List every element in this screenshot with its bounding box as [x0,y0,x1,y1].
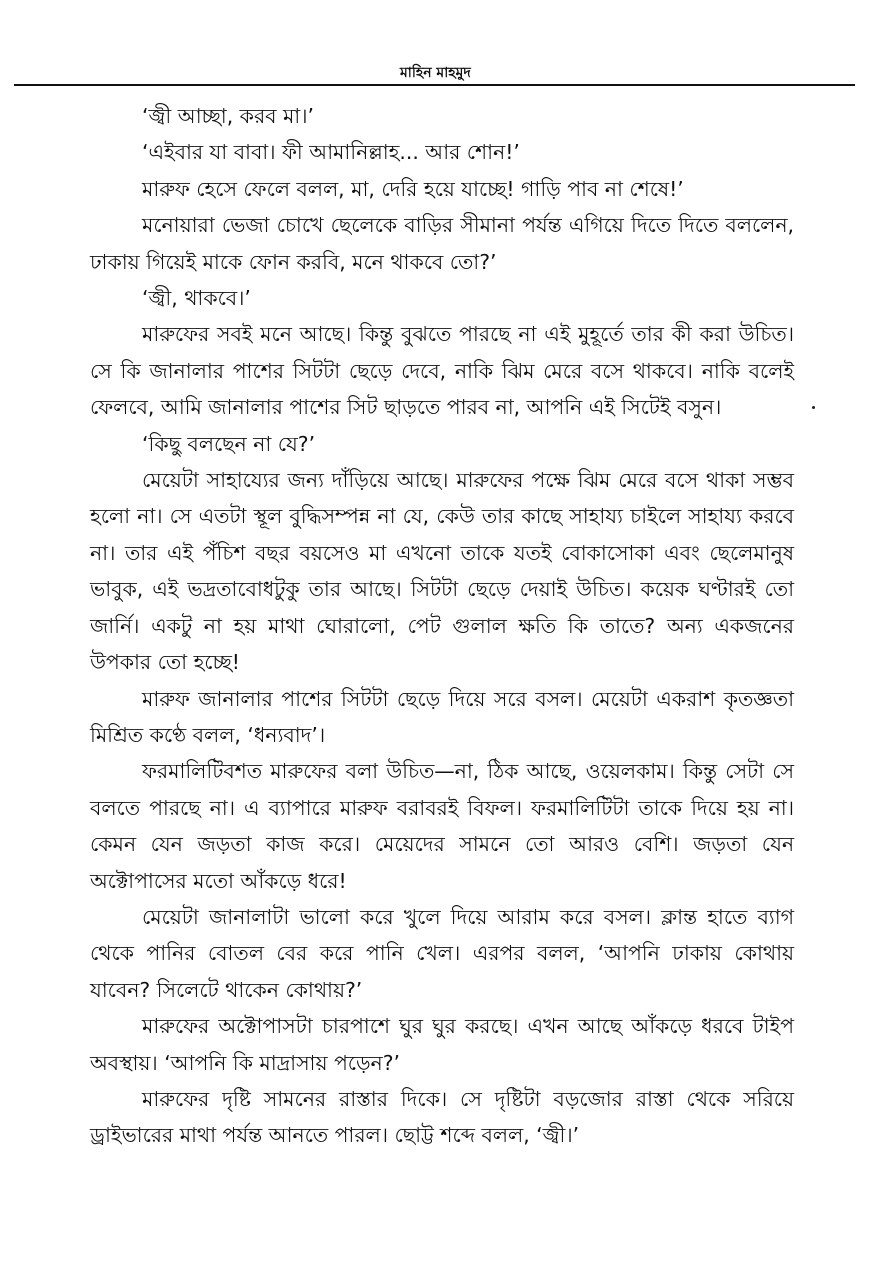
paragraph: মেয়েটা জানালাটা ভালো করে খুলে দিয়ে আরাম করে বসল। ক্লান্ত হাতে ব্যাগ থেকে পানির বোতল বের করে পানি খেল। এরপর বলল, ‘আপনি ঢাকায় কোথায় যাবেন? সিলেটে থাকেন কোথায়?’ [90,904,794,1002]
paragraph: মারুফের সবই মনে আছে। কিন্তু বুঝতে পারছে না এই মুহূর্তে তার কী করা উচিত। সে কি জানালার পাশের সিটটা ছেড়ে দেবে, নাকি ঝিম মেরে বসে থাকবে। নাকি বলেই ফেলবে, আমি জানালার পাশের সিট ছাড়তে পারব না, আপনি এই সিটেই বসুন। [90,322,794,420]
paragraph: মারুফ জানালার পাশের সিটটা ছেড়ে দিয়ে সরে বসল। মেয়েটা একরাশ কৃতজ্ঞতা মিশ্রিত কণ্ঠে বলল, ‘ধন্যবাদ’। [90,686,794,747]
paragraph: ‘জ্বী, থাকবে।’ [142,286,251,311]
running-header [0,61,869,83]
paragraph: ‘জ্বী আচ্ছা, করব মা।’ [142,104,314,128]
paragraph: ফরমালিটিবশত মারুফের বলা উচিত—না, ঠিক আছে, ওয়েলকাম। কিন্তু সেটা সে বলতে পারছে না। এ ব্যাপারে মারুফ বরাবরই বিফল। ফরমালিটিটা তাকে দিয়ে হয় না। কেমন যেন জড়তা কাজ করে। মেয়েদের সামনে তো আরও বেশি। জড়তা যেন অক্টোপাসের মতো আঁকড়ে ধরে! [90,759,794,893]
paragraph: ‘কিছু বলছেন না যে?’ [142,431,316,456]
scan-speck [812,406,815,409]
paragraph: ‘এইবার যা বাবা। ফী আমানিল্লাহ... আর শোন!’ [142,140,520,165]
paragraph: মেয়েটা সাহায্যের জন্য দাঁড়িয়ে আছে। মারুফের পক্ষে ঝিম মেরে বসে থাকা সম্ভব হলো না। সে এতটা স্থূল বুদ্ধিসম্পন্ন না যে, কেউ তার কাছে সাহায্য চাইলে সাহায্য করবে না। তার এই পঁচিশ বছর বয়সেও মা এখনো তাকে যতই বোকাসোকা এবং ছেলেমানুষ ভাবুক, এই ভদ্রতাবোধটুকু তার আছে। সিটটা ছেড়ে দেয়াই উচিত। কয়েক ঘণ্টারই তো জার্নি। একটু না হয় মাথা ঘোরালো, পেট গুলাল ক্ষতি কি তাতে? অন্য একজনের উপকার তো হচ্ছে! [90,468,794,675]
header-rule [14,84,855,86]
paragraph: মনোয়ারা ভেজা চোখে ছেলেকে বাড়ির সীমানা পর্যন্ত এগিয়ে দিতে দিতে বললেন, ঢাকায় গিয়েই মাকে ফোন করবি, মনে থাকবে তো?’ [90,213,794,274]
paragraph: মারুফের অক্টোপাসটা চারপাশে ঘুর ঘুর করছে। এখন আছে আঁকড়ে ধরবে টাইপ অবস্থায়। ‘আপনি কি মাদ্রাসায় পড়েন?’ [90,1014,794,1075]
paragraph: মারুফ হেসে ফেলে বলল, মা, দেরি হয়ে যাচ্ছে! গাড়ি পাব না শেষে!’ [142,176,684,201]
paragraph: মারুফের দৃষ্টি সামনের রাস্তার দিকে। সে দৃষ্টিটা বড়জোর রাস্তা থেকে সরিয়ে ড্রাইভারের মাথা পর্যন্ত আনতে পারল। ছোট্ট শব্দে বলল, ‘জ্বী।’ [90,1086,794,1148]
page-body [90,98,794,1154]
header-author-title: মাহিন মাহমুদ [400,65,471,81]
